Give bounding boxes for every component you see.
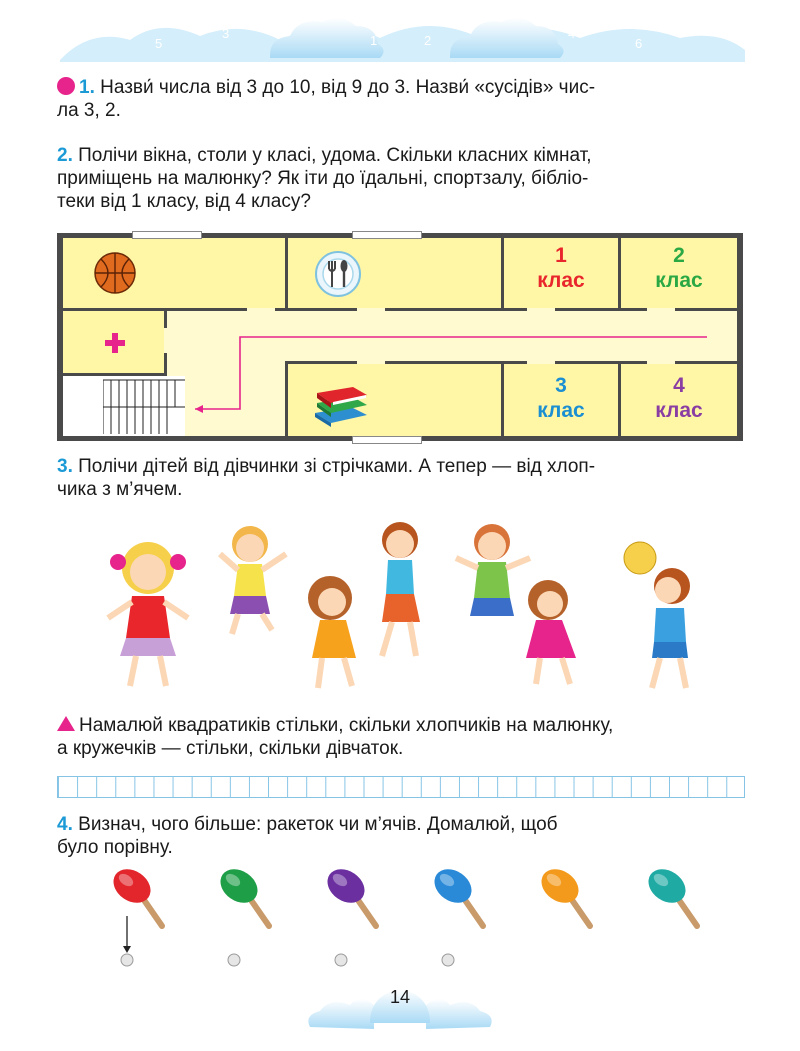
task-3 [57,455,745,501]
task-4 [57,813,745,859]
paddle-icon [107,868,162,926]
children-illustration [100,518,710,698]
stairs-icon [103,379,185,435]
room-label: клас [537,399,585,422]
task-text-line2: було порівну. [57,837,173,858]
band-digit: 0 [397,16,405,31]
task-number: 4. [57,814,73,835]
triangle-marker-icon [57,716,75,731]
ball-icon [335,954,347,966]
boy-happy [456,524,530,616]
task-text: Полічи вікна, столи у класі, удома. Скільки класних кімнат, [78,145,592,166]
task-text-line3: теки від 1 класу, від 4 класу? [57,191,311,212]
room-number: 1 [555,244,567,267]
room-number: 3 [555,374,567,397]
header-cloud-band [0,0,800,70]
task-text-line2: а кружечків — стільки, скільки дівчаток. [57,738,404,759]
classroom-3-label [504,373,618,423]
classroom-2-label [621,243,737,293]
boy-walking [382,522,420,656]
task-number: 3. [57,456,73,477]
page-number: 14 [389,987,411,1007]
band-digit: 6 [635,36,643,51]
task-text: Намалюй квадратиків стільки, скільки хлопчиків на малюнку, [79,715,614,736]
room-label: клас [537,269,585,292]
room-label: клас [655,269,703,292]
task-text: Визнач, чого більше: ракеток чи м’ячів. Домалюй, щоб [78,814,558,835]
task-text-line2: ла 3, 2. [57,100,121,121]
arrow-head-icon [123,946,131,953]
basketball-icon [93,251,137,295]
room-label: клас [655,399,703,422]
answer-grid[interactable] [57,776,745,798]
first-aid-cross-icon [105,333,125,353]
paddle-icon [321,868,376,926]
paddles-row [100,868,700,980]
ball-icon [228,954,240,966]
boy-with-ball [624,542,690,688]
band-digit: 5 [155,36,163,51]
band-digit: 8 [692,22,700,37]
ball-icon [442,954,454,966]
girl-orange-dress [308,576,356,688]
task-text: Назви́ числа від 3 до 10, від 9 до 3. Назви́ «сусідів» чис- [100,77,596,98]
circle-marker-icon [57,77,75,95]
task-number: 1. [79,77,95,98]
band-digit: 4 [568,26,576,41]
paddle-icon [428,868,483,926]
task-text-line2: чика з м’ячем. [57,479,183,500]
paddle-icon [642,868,697,926]
task-2 [57,144,745,213]
books-icon [311,383,371,427]
room-number: 2 [673,244,685,267]
classroom-1-label [504,243,618,293]
boy-jumping [220,526,286,634]
plate-cutlery-icon [313,249,363,299]
classroom-4-label [621,373,737,423]
paddle-icon [214,868,269,926]
band-digit: 7 [108,22,116,37]
floor-plan [57,233,743,441]
band-digit: 1 [370,33,378,48]
task-triangle [57,714,745,760]
ball-icon [121,954,133,966]
band-digit: 3 [222,26,230,41]
task-text: Полічи дітей від дівчинки зі стрічками. А тепер — від хлоп- [78,456,596,477]
paddle-icon [535,868,590,926]
girl-pink-dress [526,580,576,684]
band-digit: 2 [424,33,432,48]
task-number: 2. [57,145,73,166]
room-number: 4 [673,374,685,397]
girl-with-ribbons [108,542,188,686]
task-1 [57,76,745,122]
task-text-line2: приміщень на малюнку? Як іти до їдальні, спортзалу, бібліо- [57,168,589,189]
